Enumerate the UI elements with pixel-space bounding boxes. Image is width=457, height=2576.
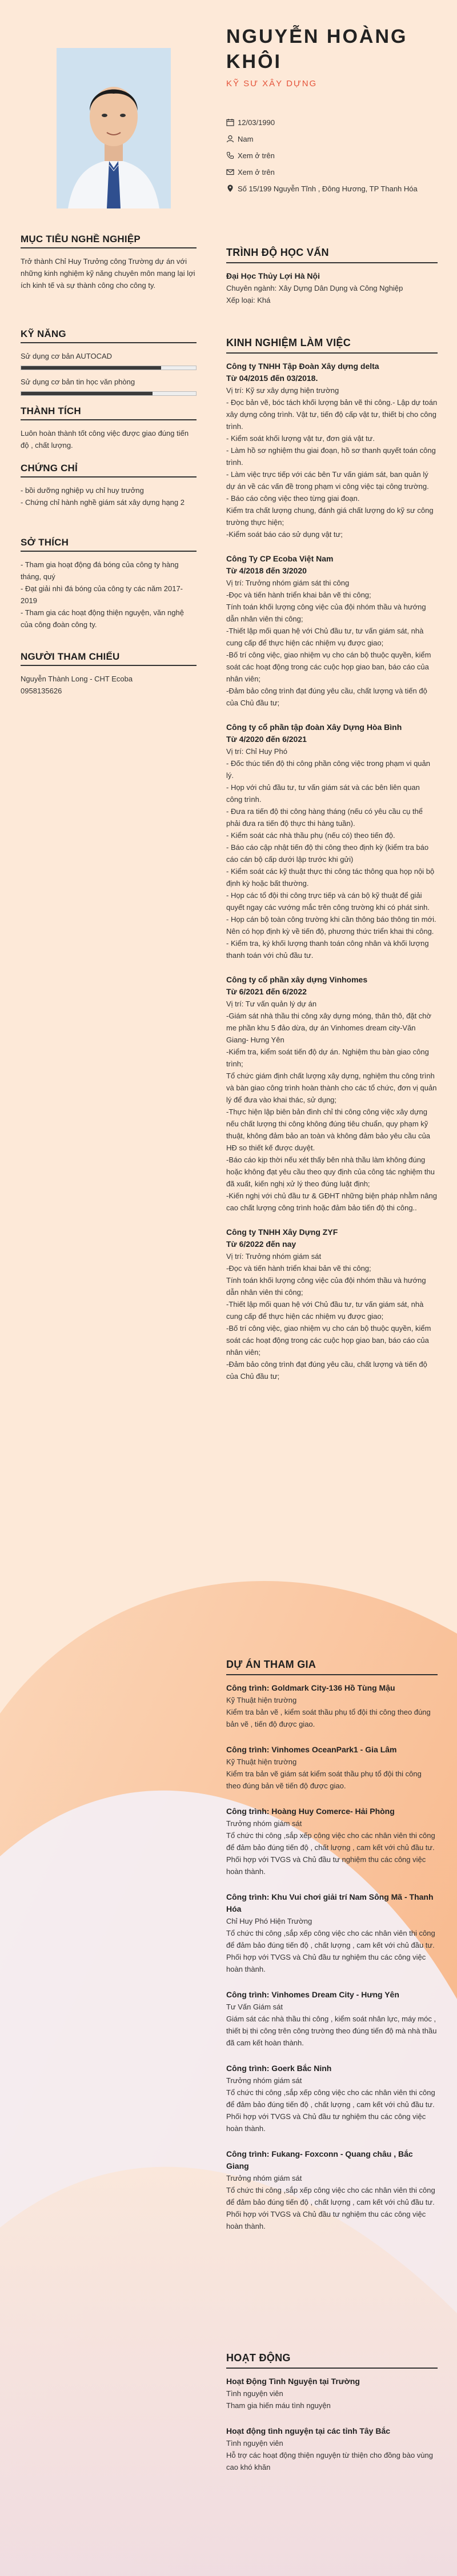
job-detail-line: - Đưa ra tiến độ thi công hàng tháng (nếu có yêu cầu cụ thể phải đưa ra tiến độ thực thi hàng tuần).	[226, 807, 423, 828]
phone-icon	[226, 151, 234, 159]
job-detail-line: Vị trí: Tư vấn quản lý dự án	[226, 1000, 317, 1008]
project-role: Chỉ Huy Phó Hiện Trường	[226, 1917, 312, 1925]
user-icon	[226, 135, 234, 143]
project-entry	[226, 1805, 438, 1877]
skill-bar	[21, 391, 197, 396]
job-company: Công ty cổ phần xây dựng Vinhomes	[226, 975, 368, 984]
job-detail-line: - Họp với chủ đầu tư, tư vấn giám sát và các bên liên quan công trình.	[226, 783, 420, 804]
project-role: Kỹ Thuật hiện trường	[226, 1696, 297, 1704]
location-pin-icon	[226, 184, 234, 192]
project-description: Tổ chức thi công ,sắp xếp công việc cho các nhân viên thi công để đảm bảo đúng tiến độ , chất lượng , cam kết với chủ đầu tư. Phối hợp với TVGS và Chủ đầu tư nghiệm thu các công việc hoàn thành.	[226, 1831, 435, 1876]
project-entry	[226, 1744, 438, 1792]
project-description: Tổ chức thi công ,sắp xếp công việc cho các nhân viên thi công để đảm bảo đúng tiến độ , chất lượng , cam kết với chủ đầu tư. Phối hợp với TVGS và Chủ đầu tư nghiệm thu các công việc hoàn thành.	[226, 2088, 435, 2133]
skills-heading: KỸ NĂNG	[21, 328, 66, 339]
hobbies-section	[21, 537, 197, 631]
project-description: Tổ chức thi công ,sắp xếp công việc cho các nhân viên thi công để đảm bảo đúng tiến độ , chất lượng , cam kết với chủ đầu tư. Phối hợp với TVGS và Chủ đầu tư nghiệm thu các công việc hoàn thành.	[226, 2186, 435, 2230]
job-period: Từ 6/2021 đến 6/2022	[226, 987, 307, 996]
project-role: Trưởng nhóm giám sát	[226, 2076, 302, 2085]
job-detail-line: -Thiết lập mối quan hệ với Chủ đầu tư, tư vấn giám sát, nhà cung cấp để thực hiện các nhiệm vụ được giao;	[226, 1300, 424, 1321]
job-detail-line: -Đọc và tiến hành triển khai bản vẽ thi công;	[226, 591, 371, 599]
job-detail-line: Vị trí: Chỉ Huy Phó	[226, 747, 287, 756]
job-entry	[226, 974, 438, 1214]
skill-label: Sử dụng cơ bản AUTOCAD	[21, 352, 113, 360]
header	[226, 24, 438, 89]
job-entry	[226, 360, 438, 540]
job-detail-line: -Đảm bảo công trình đạt đúng yêu cầu, chất lượng và tiến độ của Chủ đầu tư;	[226, 1360, 427, 1381]
activity-entry	[226, 2376, 438, 2412]
job-detail-line: - Làm việc trực tiếp với các bên Tư vấn giám sát, ban quản lý dự án về các vấn đề trong phạm vi công việc tại công trường.	[226, 470, 429, 491]
job-detail-line: - Họp các tổ đội thi công trực tiếp và cán bộ kỹ thuật để giải quyết ngay các vướng mắc trên công trường khi có phát sinh.	[226, 891, 430, 912]
job-detail-line: -Kiểm tra, kiểm soát tiến độ dự án. Nghiệm thu bàn giao công trình;	[226, 1048, 429, 1068]
job-period: Từ 04/2015 đến 03/2018.	[226, 374, 318, 383]
project-name: Công trình: Goerk Bắc Ninh	[226, 2064, 332, 2073]
job-detail-line: -Kiến nghị với chủ đầu tư & GĐHT những biện pháp nhằm nâng cao chất lượng công trình hoặc đảm bảo tiến độ thi công..	[226, 1191, 437, 1212]
activity-entry	[226, 2425, 438, 2473]
project-name: Công trình: Fukang- Foxconn - Quang châu , Bắc Giang	[226, 2149, 413, 2170]
project-entry	[226, 2148, 438, 2232]
activities-list	[226, 2376, 438, 2473]
calendar-icon	[226, 118, 234, 126]
project-entry	[226, 1682, 438, 1730]
project-description: Tổ chức thi công ,sắp xếp công việc cho các nhân viên thi công để đảm bảo đúng tiến độ , chất lượng , cam kết với chủ đầu tư. Phối hợp với TVGS và Chủ đầu tư nghiệm thu các công việc hoàn thành.	[226, 1929, 435, 1973]
job-company: Công ty TNHH Xây Dựng ZYF	[226, 1227, 338, 1237]
certificate-item: - bồi dưỡng nghiệp vụ chỉ huy trưởng	[21, 486, 144, 495]
objective-section	[21, 234, 197, 291]
activity-name: Hoạt động tình nguyện tại các tỉnh Tây Bắc	[226, 2426, 391, 2435]
activities-heading: HOẠT ĐỘNG	[226, 2352, 291, 2364]
references-heading: NGƯỜI THAM CHIẾU	[21, 651, 120, 662]
job-detail-line: - Báo cáo công việc theo từng giai đoạn.	[226, 494, 360, 503]
contact-address	[226, 183, 438, 194]
projects-section	[226, 1659, 438, 2246]
certificates-section	[21, 463, 197, 508]
skill-label: Sử dụng cơ bản tin học văn phòng	[21, 378, 135, 386]
project-role: Trưởng nhóm giám sát	[226, 2174, 302, 2182]
job-detail-line: -Thực hiện lập biên bản đình chỉ thi công công việc xây dựng nếu chất lượng thi công không đúng tiêu chuẩn, quy phạm kỹ thuật, không đảm bảo an toàn và không đảm bảo yêu cầu của HĐ so thiết kế được duyệt.	[226, 1108, 431, 1152]
job-detail-line: -Giám sát nhà thầu thi công xây dựng móng, thân thô, đặt chờ me phần khu 5 đảo dừa, dự án Vinhomes dream city-Văn Giang- Hưng Yên	[226, 1012, 432, 1044]
references-section	[21, 651, 197, 697]
job-detail-line: - Kiểm soát các kỹ thuật thực thi công tác thông qua họp nội bộ định kỳ hoặc bất thường.	[226, 867, 435, 888]
email-value: Xem ở trên	[238, 168, 275, 176]
contact-phone	[226, 150, 438, 161]
activity-role: Tình nguyện viên	[226, 2439, 283, 2447]
divider	[226, 2368, 438, 2369]
job-detail-line: - Kiểm soát khối lượng vật tư, đơn giá vật tư.	[226, 434, 375, 443]
activities-section	[226, 2352, 438, 2487]
job-detail-line: -Thiết lập mối quan hệ với Chủ đầu tư, tư vấn giám sát, nhà cung cấp để thực hiện các nhiệm vụ được giao;	[226, 627, 424, 647]
phone-value: Xem ở trên	[238, 151, 275, 160]
activity-description: Hỗ trợ các hoạt động thiện nguyện từ thiện cho đồng bào vùng cao khó khăn	[226, 2451, 433, 2471]
achievements-section	[21, 406, 197, 451]
job-detail-line: -Bố trí công việc, giao nhiệm vụ cho cán bộ thuộc quyền, kiểm soát các hoạt động trong các cuộc họp giao ban, báo cáo của nhân viên;	[226, 1324, 431, 1357]
project-description: Kiểm tra bản vẽ giám sát kiểm soát thầu phụ tổ đội thi công theo đúng bản vẽ tiến độ được giao.	[226, 1770, 422, 1790]
hobby-item: - Tham gia hoạt động đá bóng của công ty hàng tháng, quý	[21, 560, 179, 581]
job-detail-line: - Họp cán bộ toàn công trường khi cần thông báo thông tin mới. Nên có họp định kỳ về tiến độ, phương thức triển khai thi công.	[226, 915, 436, 936]
skill-bar-fill	[21, 366, 161, 370]
achievements-heading: THÀNH TÍCH	[21, 406, 81, 416]
project-name: Công trình: Vinhomes Dream City - Hưng Yên	[226, 1990, 399, 1999]
contact-info	[226, 117, 438, 200]
divider	[226, 1674, 438, 1675]
project-name: Công trình: Goldmark City-136 Hồ Tùng Mậu	[226, 1683, 395, 1692]
project-entry	[226, 1989, 438, 2049]
divider	[226, 352, 438, 354]
job-detail-line: - Đọc bản vẽ, bóc tách khối lượng bản vẽ thi công.- Lập dự toán xây dựng công trình. Vật tư, tiến độ cấp vật tư, thiết bị cho công trình.	[226, 398, 438, 431]
education-major: Chuyên ngành: Xây Dựng Dân Dụng và Công Nghiệp	[226, 284, 403, 292]
activity-name: Hoạt Động Tình Nguyện tại Trường	[226, 2377, 360, 2386]
divider	[21, 665, 197, 666]
certificate-item: - Chứng chỉ hành nghề giám sát xây dựng hạng 2	[21, 498, 185, 507]
contact-gender	[226, 134, 438, 145]
reference-name: Nguyễn Thành Long - CHT Ecoba	[21, 675, 133, 683]
divider	[226, 262, 438, 263]
education-section	[226, 247, 438, 306]
project-role: Trưởng nhóm giám sát	[226, 1819, 302, 1828]
project-name: Công trình: Khu Vui chơi giải trí Nam Sông Mã - Thanh Hóa	[226, 1892, 434, 1913]
project-name: Công trình: Vinhomes OceanPark1 - Gia Lâm	[226, 1745, 397, 1754]
skill-bar-fill	[21, 392, 153, 395]
objective-heading: MỤC TIÊU NGHỀ NGHIỆP	[21, 234, 141, 244]
activity-description: Tham gia hiến máu tình nguyện	[226, 2401, 331, 2410]
gender-value: Nam	[238, 135, 254, 143]
education-grade: Xếp loại: Khá	[226, 296, 271, 304]
hobby-item: - Tham gia các hoạt động thiện nguyện, văn nghệ của công đoàn công ty.	[21, 608, 184, 629]
candidate-name: NGUYỄN HOÀNG KHÔI	[226, 26, 408, 73]
email-icon	[226, 168, 234, 176]
contact-email	[226, 167, 438, 178]
job-company: Công ty TNHH Tập Đoàn Xây dựng delta	[226, 362, 379, 371]
job-period: Từ 4/2018 đến 3/2020	[226, 566, 307, 575]
job-detail-line: - Đốc thúc tiến độ thi công phần công việc trong phạm vi quản lý.	[226, 759, 430, 780]
job-detail-line: -Báo cáo kịp thời nếu xét thấy bên nhà thầu làm không đúng hoặc không đạt yêu cầu theo quy định của công tác nghiệm thu đã xuất, kiến nghị xử lý theo đúng luật định;	[226, 1155, 435, 1188]
job-entry	[226, 553, 438, 709]
job-detail-line: -Bố trí công việc, giao nhiệm vụ cho cán bộ thuộc quyền, kiểm soát các hoạt động trong các cuộc họp giao ban, báo cáo của nhân viên;	[226, 651, 431, 683]
projects-list	[226, 1682, 438, 2232]
job-detail-line: -Đảm bảo công trình đạt đúng yêu cầu, chất lượng và tiến độ của Chủ đầu tư;	[226, 687, 427, 707]
hobbies-heading: SỞ THÍCH	[21, 537, 69, 548]
job-detail-line: -Kiểm soát báo cáo sử dụng vật tư;	[226, 530, 343, 539]
experience-list	[226, 360, 438, 1382]
skills-section	[21, 328, 197, 402]
objective-text: Trở thành Chỉ Huy Trưởng công Trường dự án với những kinh nghiệm kỹ năng chuyên môn mang lại lợi ích kinh tế và sự thành công cho công ty.	[21, 257, 195, 290]
project-entry	[226, 1891, 438, 1975]
job-detail-line: - Kiểm soát các nhà thầu phụ (nếu có) theo tiến độ.	[226, 831, 395, 840]
profile-photo	[57, 48, 171, 208]
job-detail-line: Tổ chức giám định chất lượng xây dựng, nghiệm thu công trình và bàn giao công trình hoàn thành cho các tổ chức, đơn vị quản lý để đưa vào khai thác, sử dụng;	[226, 1072, 437, 1104]
certificates-heading: CHỨNG CHỈ	[21, 463, 78, 474]
job-title: KỸ SƯ XÂY DỰNG	[226, 79, 318, 89]
achievements-text: Luôn hoàn thành tốt công việc được giao đúng tiến độ , chất lượng.	[21, 429, 189, 450]
job-entry	[226, 721, 438, 961]
skill-bar	[21, 366, 197, 370]
school-name: Đại Học Thủy Lợi Hà Nội	[226, 271, 320, 280]
divider	[21, 551, 197, 552]
activity-role: Tình nguyện viên	[226, 2389, 283, 2398]
experience-section	[226, 337, 438, 1395]
reference-phone: 0958135626	[21, 687, 62, 695]
divider	[21, 419, 197, 420]
project-role: Tư Vấn Giám sát	[226, 2003, 283, 2011]
job-detail-line: - Kiểm tra, ký khối lượng thanh toán công nhân và khối lượng thanh toán với chủ đầu tư.	[226, 939, 429, 960]
projects-heading: DỰ ÁN THAM GIA	[226, 1659, 316, 1670]
job-period: Từ 4/2020 đến 6/2021	[226, 735, 307, 744]
job-detail-line: -Đọc và tiến hành triển khai bản vẽ thi công;	[226, 1264, 371, 1273]
job-detail-line: Tính toán khối lượng công việc của đội nhóm thầu và hướng dẫn nhân viên thi công;	[226, 1276, 426, 1297]
contact-birthday	[226, 117, 438, 128]
project-role: Kỹ Thuật hiện trường	[226, 1758, 297, 1766]
project-entry	[226, 2063, 438, 2134]
job-company: Công Ty CP Ecoba Việt Nam	[226, 554, 334, 563]
job-period: Từ 6/2022 đến nay	[226, 1239, 296, 1249]
job-detail-line: Vị trí: Kỹ sư xây dựng hiện trường	[226, 386, 339, 395]
job-company: Công ty cổ phần tập đoàn Xây Dựng Hòa Bình	[226, 723, 402, 732]
hobby-item: - Đạt giải nhì đá bóng của công ty các năm 2017-2019	[21, 584, 183, 605]
project-description: Kiểm tra bản vẽ , kiểm soát thầu phụ tổ đội thi công theo đúng bản vẽ , tiến độ được giao.	[226, 1708, 431, 1728]
project-name: Công trình: Hoàng Huy Comerce- Hải Phòng	[226, 1807, 395, 1816]
project-description: Giám sát các nhà thầu thi công , kiểm soát nhân lực, máy móc , thiết bị thi công trên công trường theo đúng tiến độ mà nhà thầu đã cam kết hoàn thành.	[226, 2015, 437, 2047]
divider	[21, 476, 197, 478]
job-detail-line: - Báo cáo cập nhật tiến độ thi công theo định kỳ (kiểm tra báo cáo cán bộ cấp dưới lập trước khi gửi)	[226, 843, 429, 864]
job-entry	[226, 1226, 438, 1382]
address-value: Số 15/199 Nguyễn Tĩnh , Đông Hương, TP Thanh Hóa	[238, 184, 418, 193]
birthday-value: 12/03/1990	[238, 118, 275, 127]
job-detail-line: Vị trí: Trưởng nhóm giám sát	[226, 1252, 322, 1261]
divider	[21, 247, 197, 248]
divider	[21, 342, 197, 343]
job-detail-line: Tính toán khối lượng công việc của đội nhóm thầu và hướng dẫn nhân viên thi công;	[226, 603, 426, 623]
job-detail-line: Kiểm tra chất lượng chung, đánh giá chất lượng do kỹ sư công trường thực hiện;	[226, 506, 434, 527]
job-detail-line: - Làm hồ sơ nghiệm thu giai đoạn, hồ sơ thanh quyết toán công trình.	[226, 446, 436, 467]
education-heading: TRÌNH ĐỘ HỌC VẤN	[226, 247, 329, 258]
job-detail-line: Vị trí: Trưởng nhóm giám sát thi công	[226, 579, 350, 587]
experience-heading: KINH NGHIỆM LÀM VIỆC	[226, 337, 351, 348]
